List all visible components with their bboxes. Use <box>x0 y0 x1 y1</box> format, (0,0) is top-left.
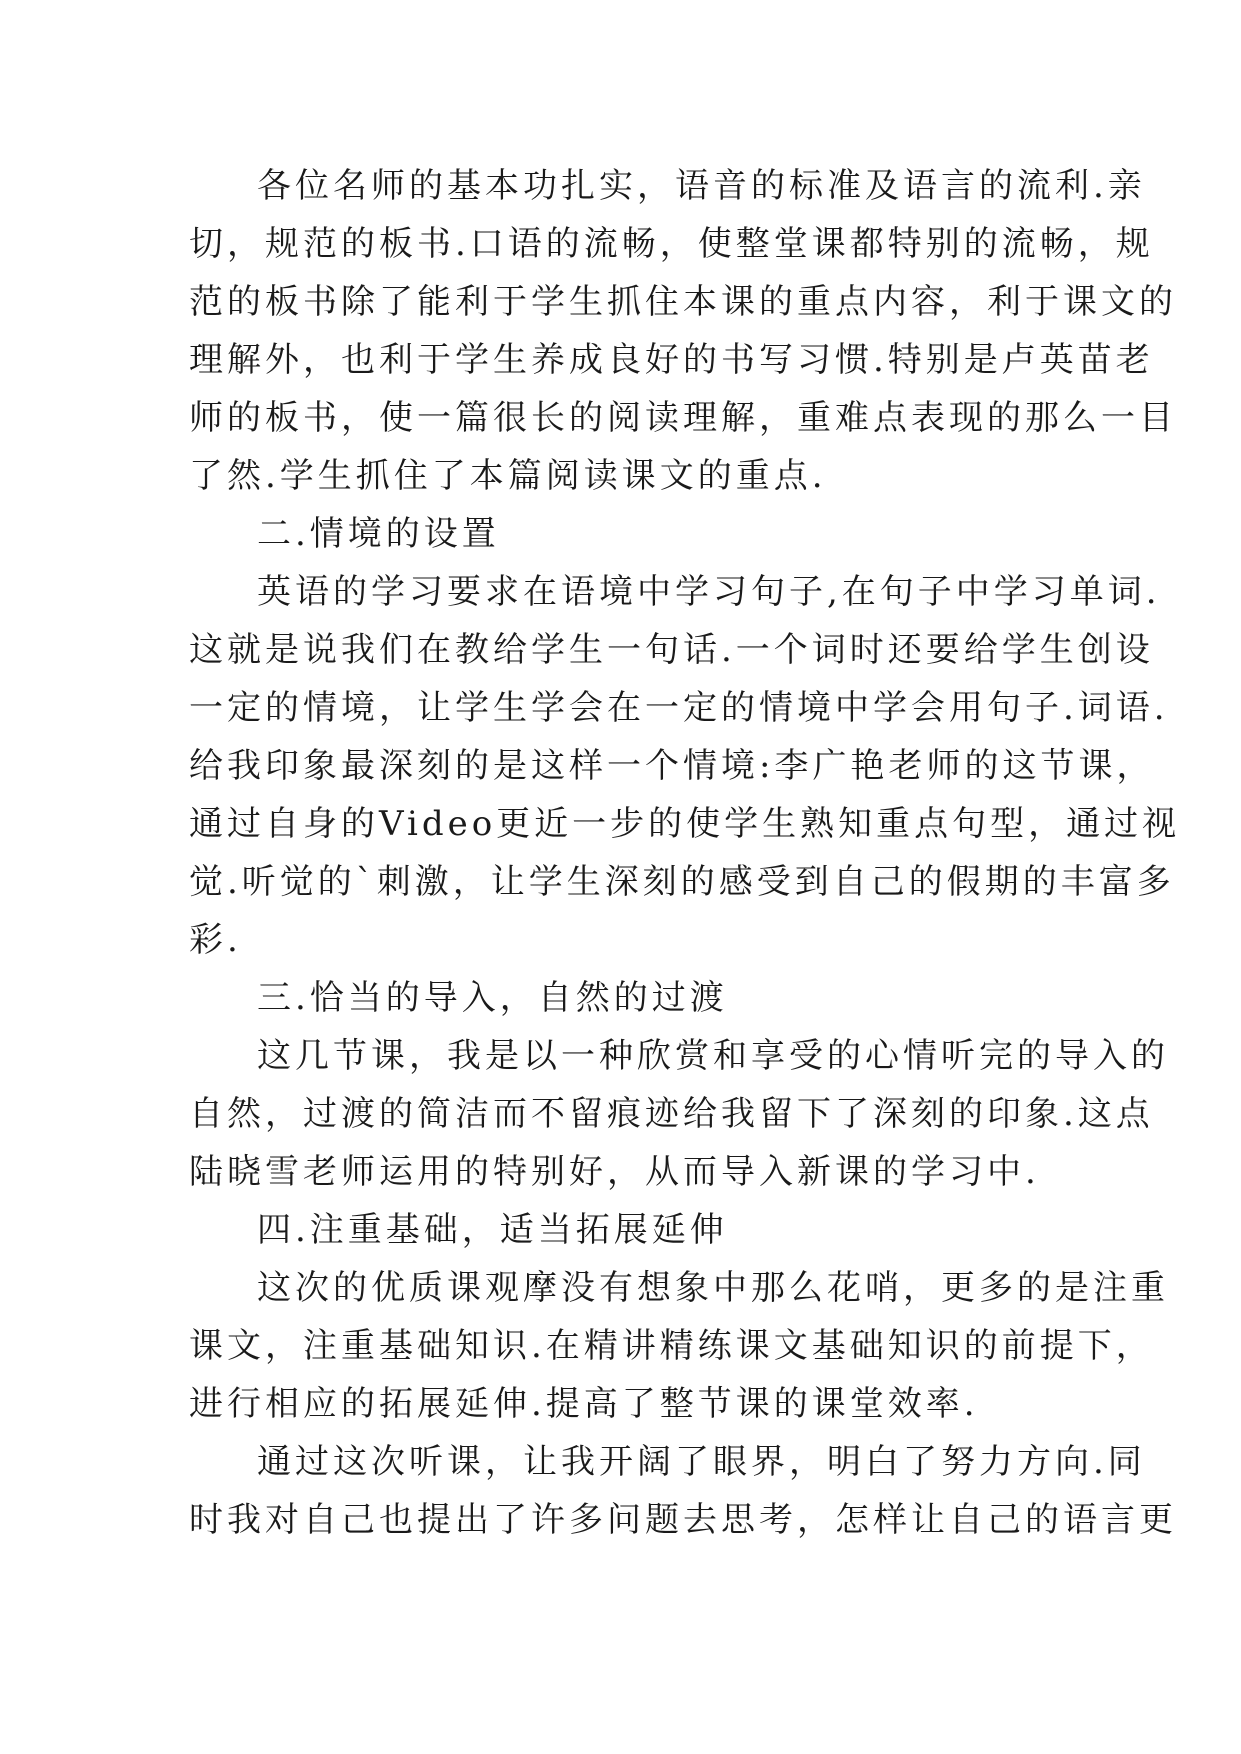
document-body <box>189 157 1181 1549</box>
text-line: 通过这次听课，让我开阔了眼界，明白了努力方向.同 <box>257 1442 1146 1482</box>
text-line: 了然.学生抓住了本篇阅读课文的重点. <box>189 456 827 496</box>
text-line: 自然，过渡的简洁而不留痕迹给我留下了深刻的印象.这点 <box>189 1094 1154 1134</box>
text-line: 给我印象最深刻的是这样一个情境:李广艳老师的这节课， <box>189 746 1155 786</box>
text-line: 进行相应的拓展延伸.提高了整节课的课堂效率. <box>189 1384 979 1424</box>
text-line: 一定的情境，让学生学会在一定的情境中学会用句子.词语. <box>189 688 1169 728</box>
text-line: 二.情境的设置 <box>257 514 500 554</box>
text-line: 彩. <box>189 920 242 960</box>
text-line: 理解外，也利于学生养成良好的书写习惯.特别是卢英苗老 <box>189 340 1154 380</box>
text-line: 师的板书，使一篇很长的阅读理解，重难点表现的那么一目 <box>189 398 1177 438</box>
text-line: 范的板书除了能利于学生抓住本课的重点内容，利于课文的 <box>189 282 1177 322</box>
text-line: 觉.听觉的`刺激，让学生深刻的感受到自己的假期的丰富多 <box>189 862 1175 902</box>
text-line: 三.恰当的导入，自然的过渡 <box>257 978 728 1018</box>
text-line: 切，规范的板书.口语的流畅，使整堂课都特别的流畅，规 <box>189 224 1154 264</box>
text-line: 课文，注重基础知识.在精讲精练课文基础知识的前提下， <box>189 1326 1154 1366</box>
text-line: 四.注重基础，适当拓展延伸 <box>257 1210 728 1250</box>
text-line: 这几节课，我是以一种欣赏和享受的心情听完的导入的 <box>257 1036 1169 1076</box>
text-line: 这就是说我们在教给学生一句话.一个词时还要给学生创设 <box>189 630 1154 670</box>
text-line: 英语的学习要求在语境中学习句子,在句子中学习单词. <box>257 572 1161 612</box>
text-line: 陆晓雪老师运用的特别好，从而导入新课的学习中. <box>189 1152 1040 1192</box>
text-line: 通过自身的Video更近一步的使学生熟知重点句型，通过视 <box>189 804 1181 844</box>
text-line: 各位名师的基本功扎实，语音的标准及语言的流利.亲 <box>257 166 1146 206</box>
text-line: 时我对自己也提出了许多问题去思考，怎样让自己的语言更 <box>189 1500 1177 1540</box>
text-line: 这次的优质课观摩没有想象中那么花哨，更多的是注重 <box>257 1268 1169 1308</box>
